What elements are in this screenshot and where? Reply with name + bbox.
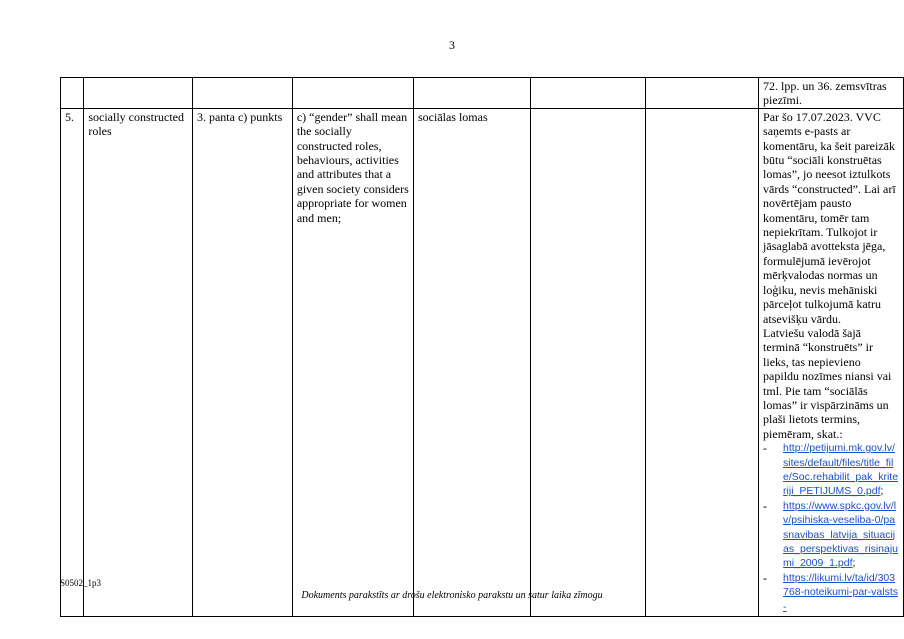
reference-link[interactable]: https://likumi.lv/ta/id/303768-noteikumi-par-valsts- — [783, 571, 899, 613]
table-row — [61, 108, 904, 616]
list-item — [763, 441, 899, 499]
cell-empty — [292, 78, 413, 109]
list-dash: - — [763, 498, 768, 513]
cell-comment — [759, 108, 904, 616]
list-dash: - — [763, 570, 768, 585]
cell-empty — [84, 78, 193, 109]
link-suffix: ; — [880, 485, 884, 498]
terminology-table — [60, 77, 904, 617]
cell-context: c) “gender” shall mean the socially constructed roles, behaviours, activities and attributes that a given society considers appropriate for women and men; — [292, 108, 413, 616]
comment-line: 72. lpp. un 36. zemsvītras — [763, 79, 887, 93]
list-dash: - — [763, 441, 768, 456]
cell-row-number: 5. — [61, 108, 84, 616]
cell-empty — [61, 78, 84, 109]
reference-links — [763, 441, 899, 614]
comment-line: piezīmi. — [763, 93, 803, 108]
cell-empty — [531, 78, 645, 109]
signature-note: Dokuments parakstīts ar drošu elektronisko parakstu un satur laika zīmogu — [301, 590, 603, 601]
list-item — [763, 499, 899, 571]
cell-empty — [645, 108, 758, 616]
link-suffix: ; — [852, 557, 856, 570]
comment-paragraph: Latviešu valodā šajā terminā “konstruēts” ir lieks, tas nepievieno papildu nozīmes niansi vai tml. Pie tam “sociālās lomas” ir vispārzināms un plaši lietots termins, piemēram, skat.: — [763, 325, 892, 441]
reference-link[interactable]: http://petijumi.mk.gov.lv/sites/default/files/title_file/Soc.rehabilit_pak_kriteriji_PETIJUMS_0.pdf — [783, 442, 899, 498]
document-code: S0502_1p3 — [60, 578, 102, 588]
table-row-continued — [61, 78, 904, 109]
cell-empty — [531, 108, 645, 616]
cell-empty — [645, 78, 758, 109]
page-number: 3 — [449, 38, 455, 52]
cell-empty — [413, 78, 530, 109]
cell-term-en: socially constructed roles — [84, 108, 193, 616]
cell-empty — [192, 78, 292, 109]
reference-link[interactable]: https://www.spkc.gov.lv/lv/psihiska-veseliba-0/pasnavibas_latvija_situacijas_perspektivas_risinajumi_2009_1.pdf — [783, 499, 899, 570]
cell-comment-continued — [759, 78, 904, 109]
comment-paragraph: Par šo 17.07.2023. VVC saņemts e-pasts ar komentāru, ka šeit pareizāk būtu “sociāli konstruētas lomas”, jo neesot iztulkots vārds “constructed”. Lai arī novērtējam pausto komentāru, tomēr tam nepiekrītam. Tulkojot ir jāsaglabā avotteksta jēga, formulējumā ievērojot mērķvalodas normas un loģiku, nevis mehāniski pārceļot tulkojumā katru atsevišķu vārdu. — [763, 109, 896, 326]
cell-term-lv: sociālas lomas — [413, 108, 530, 616]
cell-source-ref: 3. panta c) punkts — [192, 108, 292, 616]
